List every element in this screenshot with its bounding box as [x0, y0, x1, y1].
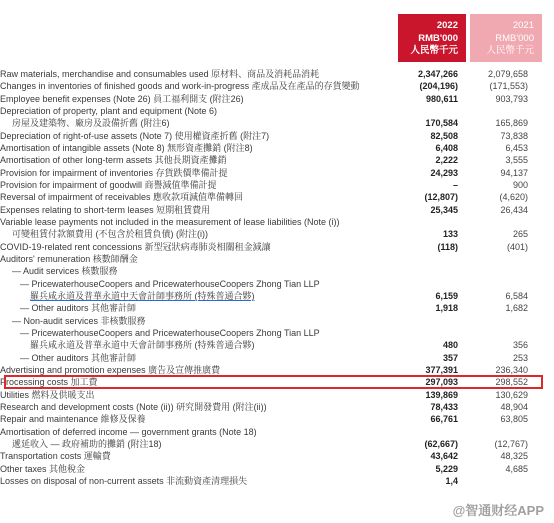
table-row [0, 302, 554, 314]
value-2021: (4,620) [499, 192, 528, 203]
table-row [0, 216, 554, 228]
value-2022: 170,584 [425, 118, 458, 129]
table-row [0, 93, 554, 105]
watermark: @智通财经APP [452, 503, 544, 518]
row-label: Changes in inventories of finished goods and work-in-progress 產成品及在產品的存貨變動 [0, 81, 360, 92]
value-2021: 73,838 [500, 130, 528, 141]
table-row [0, 278, 554, 290]
table-row [0, 241, 554, 253]
value-2021: 3,555 [505, 155, 528, 166]
row-label: Losses on disposal of non-current assets 非流動資產清理損失 [0, 475, 248, 486]
table-row [0, 80, 554, 92]
value-2022: 133 [442, 229, 458, 240]
value-2022: 377,391 [425, 364, 458, 375]
table-row [0, 253, 554, 265]
value-2022: 357 [442, 352, 458, 363]
table-row [0, 315, 554, 327]
row-label: Other taxes 其他稅金 [0, 463, 86, 474]
row-label: Advertising and promotion expenses 廣告及宣傳推廣費 [0, 364, 221, 375]
row-label: Provision for impairment of inventories 存貨跌價準備計提 [0, 167, 228, 178]
row-label: Reversal of impairment of receivables 應收款項減值準備轉回 [0, 192, 244, 203]
value-2022: 82,508 [430, 130, 458, 141]
value-2021: 26,434 [500, 204, 528, 215]
row-label: 羅兵咸永道及普華永道中天會計師事務所 (特殊普通合夥) [30, 340, 255, 351]
row-label: Repair and maintenance 維修及保養 [0, 414, 146, 425]
value-2022: 6,159 [435, 290, 458, 301]
value-2021: 1,682 [505, 303, 528, 314]
table-row [0, 179, 554, 191]
value-2022: 297,093 [425, 377, 458, 388]
value-2021: 236,340 [495, 364, 528, 375]
value-2021: 253 [512, 352, 528, 363]
table-row [0, 68, 554, 80]
table-row [0, 130, 554, 142]
table-row [0, 475, 554, 487]
table-row [0, 327, 554, 339]
table-row [0, 463, 554, 475]
table-row [0, 426, 554, 438]
year-2022-label: 2022 [436, 20, 458, 31]
unit-2022-zh-label: 人民幣千元 [410, 45, 458, 56]
row-label: Variable lease payments not included in the measurement of lease liabilities (Note (i)) [0, 216, 340, 227]
value-2022: 1,4 [445, 475, 458, 486]
value-2021: (401) [506, 241, 528, 252]
table-row [0, 191, 554, 203]
value-2021: 265 [512, 229, 528, 240]
value-2022: 2,222 [435, 155, 458, 166]
value-2021: 130,629 [495, 389, 528, 400]
value-2022: (118) [437, 241, 458, 252]
row-label: Transportation costs 運輸費 [0, 451, 111, 462]
value-2022: 6,408 [435, 142, 458, 153]
value-2022: 78,433 [430, 401, 458, 412]
value-2022: 5,229 [435, 463, 458, 474]
table-row [0, 401, 554, 413]
table-row [0, 376, 554, 388]
table-row [0, 389, 554, 401]
row-label: Amortisation of other long-term assets 其他長期資產攤銷 [0, 155, 227, 166]
table-row [0, 438, 554, 450]
unit-2022-label: RMB'000 [418, 32, 458, 44]
value-2021: (12,767) [494, 438, 528, 449]
column-header-2022 [398, 14, 466, 62]
value-2021: 6,584 [505, 290, 528, 301]
row-label: — Audit services 核數服務 [12, 266, 118, 277]
table-row [0, 265, 554, 277]
row-label: 可變租賃付款額費用 (不包含於租賃負債) (附注(i)) [12, 229, 208, 240]
value-2021: 63,805 [500, 414, 528, 425]
value-2022: 1,918 [435, 303, 458, 314]
row-label: Amortisation of intangible assets (Note 8) 無形資產攤銷 (附注8) [0, 142, 253, 153]
row-label: Raw materials, merchandise and consumables used 原材料、商品及消耗品消耗 [0, 69, 320, 79]
value-2021: 94,137 [500, 167, 528, 178]
table-row [0, 204, 554, 216]
value-2021: 298,552 [495, 377, 528, 388]
row-label: Processing costs 加工費 [0, 377, 98, 388]
row-label: 遞延收入 — 政府補助的攤銷 (附注18) [12, 438, 162, 449]
row-label: — Other auditors 其他審計師 [20, 303, 137, 314]
value-2021: (171,553) [489, 81, 528, 92]
table-row [0, 105, 554, 117]
value-2022: 2,347,266 [417, 69, 458, 79]
value-2022: 25,345 [430, 204, 458, 215]
table-row [0, 167, 554, 179]
table-row [0, 352, 554, 364]
value-2021: 48,904 [500, 401, 528, 412]
value-2022: 24,293 [430, 167, 458, 178]
row-label: 羅兵咸永道及普華永道中天會計師事務所 (特殊普通合夥) [30, 290, 255, 301]
value-2021: 900 [512, 179, 528, 190]
column-header-2021 [470, 14, 542, 62]
row-label: Employee benefit expenses (Note 26) 員工福利開支 (附注26) [0, 93, 244, 104]
row-label: — Other auditors 其他審計師 [20, 352, 137, 363]
value-2022: – [452, 179, 458, 190]
year-2021-label: 2021 [512, 20, 534, 31]
value-2021: 356 [512, 340, 528, 351]
row-label: Research and development costs (Note (ii)) 研究開發費用 (附注(ii)) [0, 401, 267, 412]
value-2021: 4,685 [505, 463, 528, 474]
table-row [0, 413, 554, 425]
expense-table [0, 68, 554, 487]
row-label: Depreciation of property, plant and equipment (Note 6) [0, 105, 217, 116]
row-label: — Non-audit services 非核數服務 [12, 315, 146, 326]
value-2021: 6,453 [505, 142, 528, 153]
row-label: Auditors' remuneration 核數師酬金 [0, 253, 138, 264]
row-label: Expenses relating to short-term leases 短期租賃費用 [0, 204, 211, 215]
row-label: Depreciation of right-of-use assets (Note 7) 使用權資產折舊 (附注7) [0, 130, 270, 141]
unit-2021-zh-label: 人民幣千元 [486, 45, 534, 56]
value-2021: 903,793 [495, 93, 528, 104]
value-2022: (12,807) [424, 192, 458, 203]
value-2022: 980,611 [425, 93, 458, 104]
value-2021: 2,079,658 [487, 69, 528, 79]
row-label: Amortisation of deferred income — government grants (Note 18) [0, 426, 257, 437]
row-label: Utilities 燃料及供暖支出 [0, 389, 95, 400]
row-label: — PricewaterhouseCoopers and PricewaterhouseCoopers Zhong Tian LLP [20, 327, 320, 338]
value-2021: 48,325 [500, 451, 528, 462]
row-label: COVID-19-related rent concessions 新型冠狀病毒肺炎相關租金減讓 [0, 241, 271, 252]
value-2022: (62,667) [424, 438, 458, 449]
table-row [0, 364, 554, 376]
value-2021: 165,869 [495, 118, 528, 129]
table-row [0, 154, 554, 166]
value-2022: 480 [442, 340, 458, 351]
unit-2021-label: RMB'000 [495, 32, 534, 44]
table-row [0, 142, 554, 154]
row-label: 房屋及建築物、廠房及設備折舊 (附注6) [12, 118, 170, 129]
row-label: Provision for impairment of goodwill 商譽減值準備計提 [0, 179, 217, 190]
table-row [0, 290, 554, 302]
table-row [0, 339, 554, 351]
value-2022: 139,869 [425, 389, 458, 400]
table-row [0, 450, 554, 462]
value-2022: 43,642 [430, 451, 458, 462]
row-label: — PricewaterhouseCoopers and PricewaterhouseCoopers Zhong Tian LLP [20, 278, 320, 289]
table-row [0, 117, 554, 129]
table-row [0, 228, 554, 240]
value-2022: 66,761 [430, 414, 458, 425]
value-2022: (204,196) [419, 81, 458, 92]
